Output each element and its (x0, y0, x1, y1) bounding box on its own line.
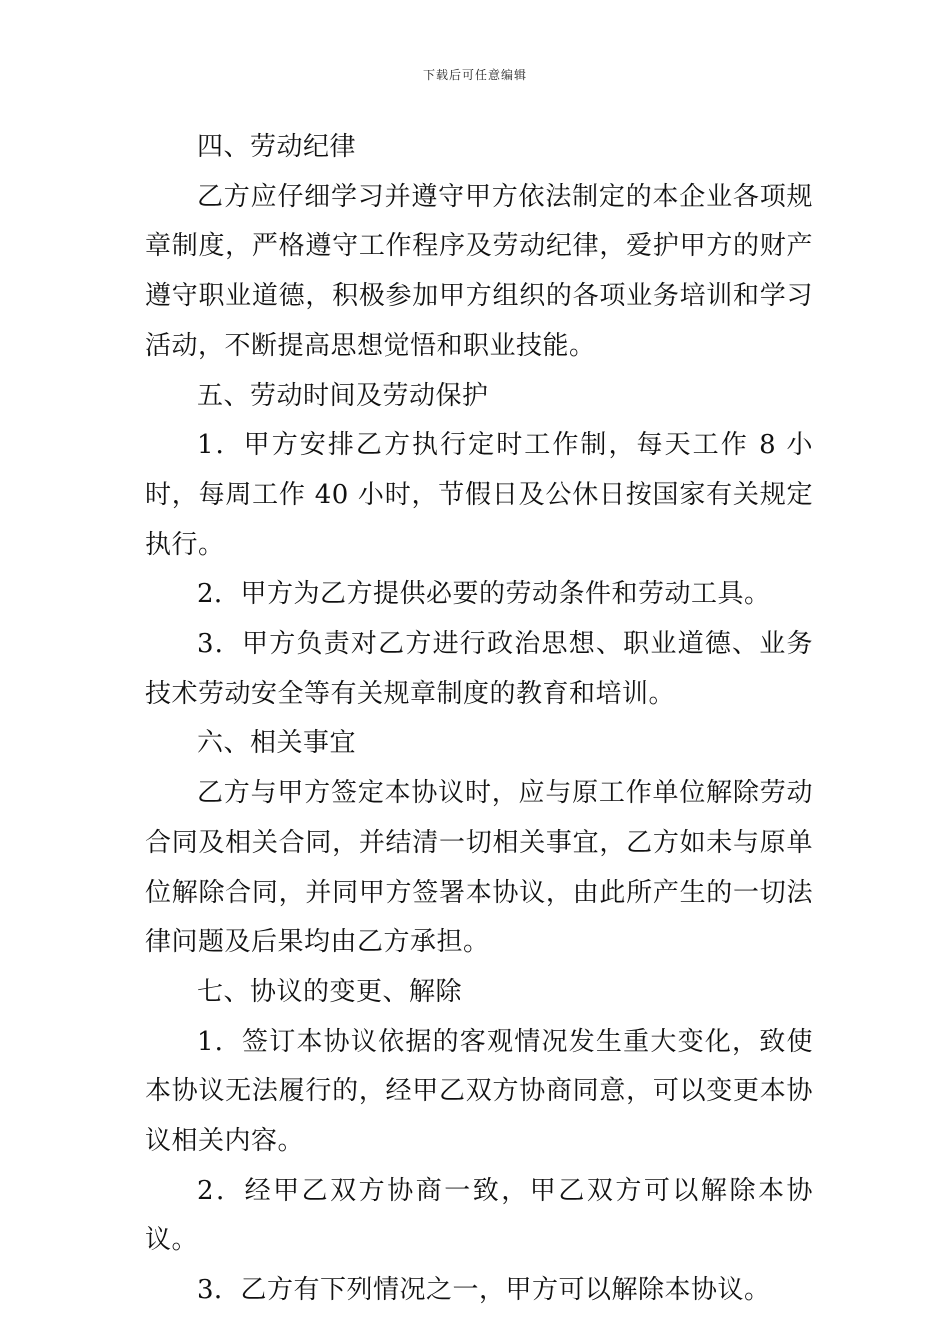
paragraph-mutual-termination: 2．经甲乙双方协商一致，甲乙双方可以解除本协议。 (145, 1175, 813, 1256)
section-heading-discipline: 四、劳动纪律 (197, 132, 357, 162)
paragraph-training: 3．甲方负责对乙方进行政治思想、职业道德、业务技术劳动安全等有关规章制度的教育和培训。 (145, 629, 813, 709)
paragraph-working-conditions: 2．甲方为乙方提供必要的劳动条件和劳动工具。 (197, 579, 771, 610)
paragraph-related-matters: 乙方与甲方签定本协议时，应与原工作单位解除劳动合同及相关合同，并结清一切相关事宜，乙方如未与原单位解除合同，并同甲方签署本协议，由此所产生的一切法律问题及后果均由乙方承担。 (145, 778, 813, 958)
paragraph-change-agreement: 1．签订本协议依据的客观情况发生重大变化，致使本协议无法履行的，经甲乙双方协商同意，可以变更本协议相关内容。 (145, 1026, 813, 1157)
paragraph-working-hours: 1．甲方安排乙方执行定时工作制，每天工作 8 小时，每周工作 40 小时，节假日及公休日按国家有关规定执行。 (145, 430, 813, 560)
paragraph-discipline: 乙方应仔细学习并遵守甲方依法制定的本企业各项规章制度，严格遵守工作程序及劳动纪律，爱护甲方的财产遵守职业道德，积极参加甲方组织的各项业务培训和学习活动，不断提高思想觉悟和职业技能。 (145, 181, 813, 361)
document-body (145, 123, 813, 1316)
header-note: 下载后可任意编辑 (422, 68, 527, 82)
section-heading-change-termination: 七、协议的变更、解除 (197, 976, 463, 1007)
section-heading-working-time: 五、劳动时间及劳动保护 (197, 380, 489, 411)
section-heading-related-matters: 六、相关事宜 (197, 728, 357, 759)
paragraph-termination-conditions: 3．乙方有下列情况之一，甲方可以解除本协议。 (197, 1275, 771, 1306)
